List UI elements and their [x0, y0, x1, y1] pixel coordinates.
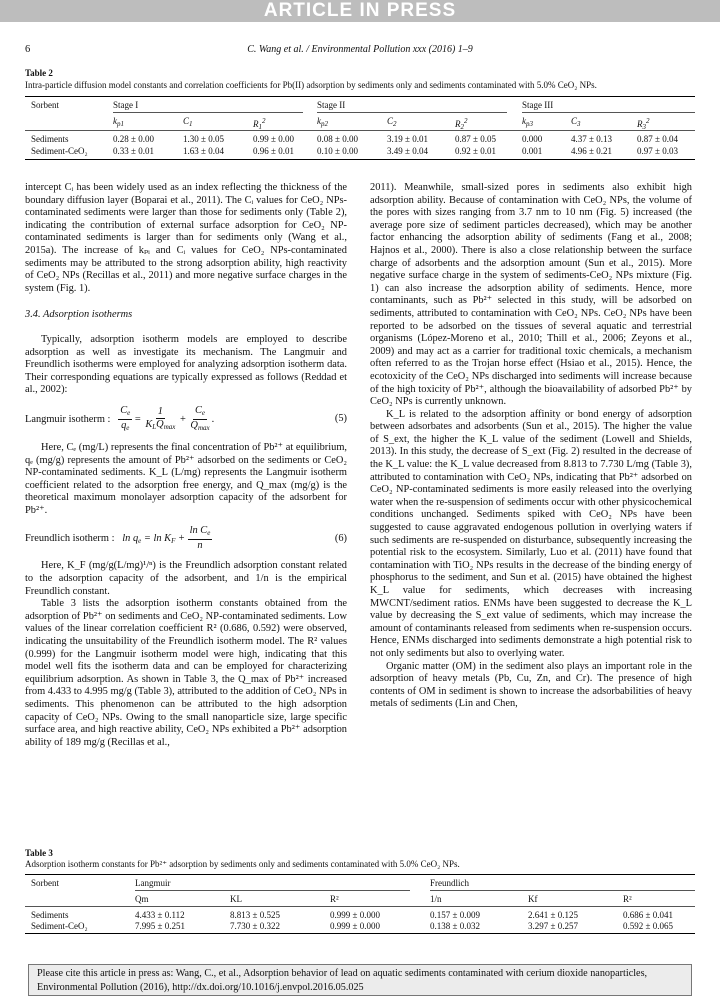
table2-cell: 1.63 ± 0.04	[183, 146, 224, 156]
paragraph: Here, K_F (mg/g(L/mg)¹/ⁿ) is the Freundlich adsorption constant related to the adsorption capacity of the adsorbent, and 1/n is the empirical Freundlich constant.	[25, 560, 347, 597]
table2-header-stage2: Stage II	[317, 100, 346, 110]
equation-6: Freundlich isotherm : $\ln q_e = \ln K_F$ + $\frac{\ln C_e}{n}$ (6)	[25, 525, 347, 552]
table2-cell: 1.30 ± 0.05	[183, 134, 224, 144]
table3-header-freundlich: Freundlich	[430, 878, 469, 888]
table2-caption: Intra-particle diffusion model constants and correlation coefficients for Pb(II) adsorption by sediments only and sediments contaminated with 5.0% CeO₂ NPs.	[25, 80, 597, 90]
table2-cell: 0.33 ± 0.01	[113, 146, 154, 156]
table3-subheader: R²	[330, 894, 339, 904]
table2-cell: 0.10 ± 0.00	[317, 146, 358, 156]
table3-cell: Sediments	[31, 910, 69, 920]
table3-cell: 0.999 ± 0.000	[330, 910, 380, 920]
table3-header-sorbent: Sorbent	[31, 878, 59, 888]
table2-cell: 3.49 ± 0.04	[387, 146, 428, 156]
table3-subheader: Kf	[528, 894, 538, 904]
table3-cell: 0.138 ± 0.032	[430, 921, 480, 931]
table3	[25, 874, 695, 936]
table3-cell: 0.157 ± 0.009	[430, 910, 480, 920]
table3-subheader: R²	[623, 894, 632, 904]
table3-cell: 3.297 ± 0.257	[528, 921, 578, 931]
table3-cell: 0.686 ± 0.041	[623, 910, 673, 920]
table2-cell: 4.96 ± 0.21	[571, 146, 612, 156]
table2-cell: 4.37 ± 0.13	[571, 134, 612, 144]
table2-cell: Sediment-CeO₂	[31, 146, 88, 156]
table2-cell: 0.87 ± 0.05	[455, 134, 496, 144]
equation-5: Langmuir isotherm : $\frac{C_e}{q_e}$ = $\frac{1}{K_LQ_{max}}$ + $\frac{C_e}{Q_{max}}$ . (5)	[25, 404, 347, 432]
table2-header-sorbent: Sorbent	[31, 100, 59, 110]
table2-cell: 0.000	[522, 134, 543, 144]
equation-number: (6)	[334, 532, 347, 544]
table2-cell: 0.001	[522, 146, 543, 156]
table2-subheader: $R_3^2$	[637, 117, 650, 131]
paragraph: Table 3 lists the adsorption isotherm constants obtained from the adsorption of Pb²⁺ on sediments and CeO₂ NP-contaminated sediments. Low values of the linear correlation coefficient R² (0.686, 0.592) were observed, indicating the unsuitability of the Freundlich isotherm model. The R² values (0.999) for the Langmuir isotherm model were high, indicating that this model well fits the isotherm data and can be employed for characterizing equilibrium adsorption. As shown in Table 3, the Q_max of Pb²⁺ increased from 4.433 to 4.995 mg/g (Table 3), attributed to the addition of CeO₂ NPs in sediments. This phenomenon can be attributed to the high adsorption capacity of CeO₂ NPs. Owing to the small nanoparticle size, large specific surface area, and high reactive ability, CeO₂ NPs exhibited a Pb²⁺ adsorption ability of 189 mg/g (Recillas et al.,	[25, 598, 347, 748]
table2-subheader: $R_2^2$	[455, 117, 468, 131]
table2-cell: 0.87 ± 0.04	[637, 134, 678, 144]
table2-label: Table 2	[25, 68, 53, 78]
table2-subheader: $C_3$	[571, 116, 581, 128]
table2-subheader: $R_1^2$	[253, 117, 266, 131]
table3-cell: 2.641 ± 0.125	[528, 910, 578, 920]
table2	[25, 96, 695, 162]
table3-cell: 0.999 ± 0.000	[330, 921, 380, 931]
paragraph: 2011). Meanwhile, small-sized pores in sediments also exhibit high adsorption ability. Because of contamination with CeO₂ NPs, the volume of the pores with sizes ranging from 3.7 nm to 10 nm (Fig. 5) increased (the average pore size of sediment particles decreased), which may be another factor enhancing the adsorption ability of sediments (Fang et al., 2008; Hajnos et al., 2000). There is also a close relationship between the surface charge of adsorbents and the adsorption amount (Sun et al., 2015). More negative surface charge in the system of sediments-CeO₂ NPs mixture (Fig. 1) can also increase the adsorption ability of sediments. Hence, more contaminants, such as Pb²⁺ selected in this study, will be adsorbed on sediments, attributed to contamination with CeO₂ NPs. CeO₂ NPs have been reported to be adsorbed on the tissues of several aquatic and terrestrial organisms (López-Moreno et al., 2010; Thill et al., 2006; Zeyons et al., 2009) and may act as a carrier for traditional toxic chemicals, a mechanism often referred to as the Trojan horse effect (Hsiao et al., 2015). Hence, the ecotoxicity of the CeO₂ NPs discharged into sediments will increase because of the high toxicity of Pb²⁺, although the bioavailability of adsorbed Pb²⁺ by CeO₂ NPs is currently unknown.	[370, 182, 692, 408]
paragraph: Typically, adsorption isotherm models are employed to describe adsorption as well as investigate its mechanism. The Langmuir and Freundlich isotherms were employed for analyzing adsorption isotherm data. Their corresponding equations are typically expressed as follows (Reddad et al., 2002):	[25, 333, 347, 396]
running-head: C. Wang et al. / Environmental Pollution xxx (2016) 1–9	[247, 44, 473, 55]
page-number: 6	[25, 44, 31, 55]
table2-subheader: $C_2$	[387, 116, 397, 128]
table2-cell: 0.96 ± 0.01	[253, 146, 294, 156]
table2-cell: 0.99 ± 0.00	[253, 134, 294, 144]
table3-subheader: 1/n	[430, 894, 442, 904]
table2-header-stage3: Stage III	[522, 100, 554, 110]
table2-cell: 0.08 ± 0.00	[317, 134, 358, 144]
table3-cell: 8.813 ± 0.525	[230, 910, 280, 920]
table2-cell: 0.28 ± 0.00	[113, 134, 154, 144]
citation-box: Please cite this article in press as: Wang, C., et al., Adsorption behavior of lead on aquatic sediments contaminated with cerium dioxide nanoparticles, Environmental Pollution (2016), http://dx.doi.org/10.1016/j.envpol.2016.05.025	[28, 964, 692, 996]
table2-subheader: $C_1$	[183, 116, 193, 128]
table2-header-stage1: Stage I	[113, 100, 139, 110]
table2-cell: 0.92 ± 0.01	[455, 146, 496, 156]
table3-cell: 0.592 ± 0.065	[623, 921, 673, 931]
table3-header-langmuir: Langmuir	[135, 878, 171, 888]
table3-label: Table 3	[25, 848, 53, 858]
table2-subheader: $k_{p3}$	[522, 116, 533, 128]
left-column	[25, 182, 347, 749]
right-column	[370, 182, 692, 711]
table2-cell: Sediments	[31, 134, 69, 144]
table2-subheader: $k_{p2}$	[317, 116, 328, 128]
table3-subheader: KL	[230, 894, 242, 904]
table2-subheader: $k_{p1}$	[113, 116, 124, 128]
equation-number: (5)	[334, 413, 347, 425]
paragraph: intercept Cᵢ has been widely used as an index reflecting the thickness of the boundary diffusion layer (Boparai et al., 2011). The Cᵢ values for CeO₂ NPs-contaminated sediments were larger than those for sediments only (Table 2), indicating the contribution of external surface adsorption for CeO₂ NP-contaminated sediments is larger than for sediments only (Wang et al., 2015a). The increase of kₚᵢ and Cᵢ values for CeO₂ NPs-contaminated sediments may be attributed to the strong adsorption ability, high reactivity of CeO₂ NPs (Recillas et al., 2011) and more negative surface charges in the system (Fig. 1).	[25, 182, 347, 294]
section-heading: 3.4. Adsorption isotherms	[25, 309, 133, 321]
table2-cell: 3.19 ± 0.01	[387, 134, 428, 144]
table3-cell: 7.995 ± 0.251	[135, 921, 185, 931]
table3-cell: 4.433 ± 0.112	[135, 910, 185, 920]
paragraph: Here, Cₑ (mg/L) represents the final concentration of Pb²⁺ at equilibrium, qₑ (mg/g) represents the amount of Pb²⁺ adsorbed on the sediments or CeO₂ NP-contaminated sediments. K_L (L/mg) represents the Langmuir isotherm coefficient related to the adsorption free energy, and Q_max (mg/g) is the theoretical maximum monolayer adsorption capacity of the adsorbent for Pb²⁺.	[25, 441, 347, 516]
table2-cell: 0.97 ± 0.03	[637, 146, 678, 156]
table3-subheader: Qm	[135, 894, 149, 904]
table3-cell: Sediment-CeO₂	[31, 921, 88, 931]
article-in-press-banner: ARTICLE IN PRESS	[0, 0, 720, 22]
table3-cell: 7.730 ± 0.322	[230, 921, 280, 931]
table3-caption: Adsorption isotherm constants for Pb²⁺ adsorption by sediments only and sediments contaminated with 5.0% CeO₂ NPs.	[25, 859, 460, 869]
paragraph: K_L is related to the adsorption affinity or bond energy of adsorption between adsorbates and adsorbents (Sun et al., 2015). The higher the value of S_ext, the higher the K_L value of the sediment (Lowell and Shields, 2013). In this study, the decrease of S_ext (Fig. 2) resulted in the decrease of the K_L value: the K_L value decreased from 8.813 to 7.730 L/mg (Table 3), attributed to contamination with CeO₂ NPs, indicating that Pb²⁺ adsorbed on CeO₂ NP-contaminated sediments is more easily released into the overlying water when the re-suspension of sediments occur with other physicochemical conditions unchanged. Sediments spiked with CeO₂ NPs have been suggested to cause aggravated endogenous pollution in overlying waters if such sediments are re-suspended on disturbance, subsequently increasing the potential risk to the ecosystem. Similarly, Luo et al. (2011) have found that contamination with TiO₂ NPs results in the decrease of the binding energy of phosphorus to the sediment, and Sun et al. (2015) have obtained the highest K_L value for sediments, which decreases with increasing MWCNT/sediment ratios. ENMs have been suggested to decrease the K_L value by decreasing the S_ext value of sediments, which may increase the amount of contaminants released from sediments when re-suspension occurs. Hence, ENMs discharged into sediments demonstrate a high potential risk to not only sediments but also to overlying water.	[370, 408, 692, 659]
paragraph: Organic matter (OM) in the sediment also plays an important role in the adsorption of heavy metals (Pb, Cu, Zn, and Cr). The presence of high contents of OM in sediment is shown to increase the adsorbabilities of heavy metals of sediments (Lin and Chen,	[370, 660, 692, 710]
